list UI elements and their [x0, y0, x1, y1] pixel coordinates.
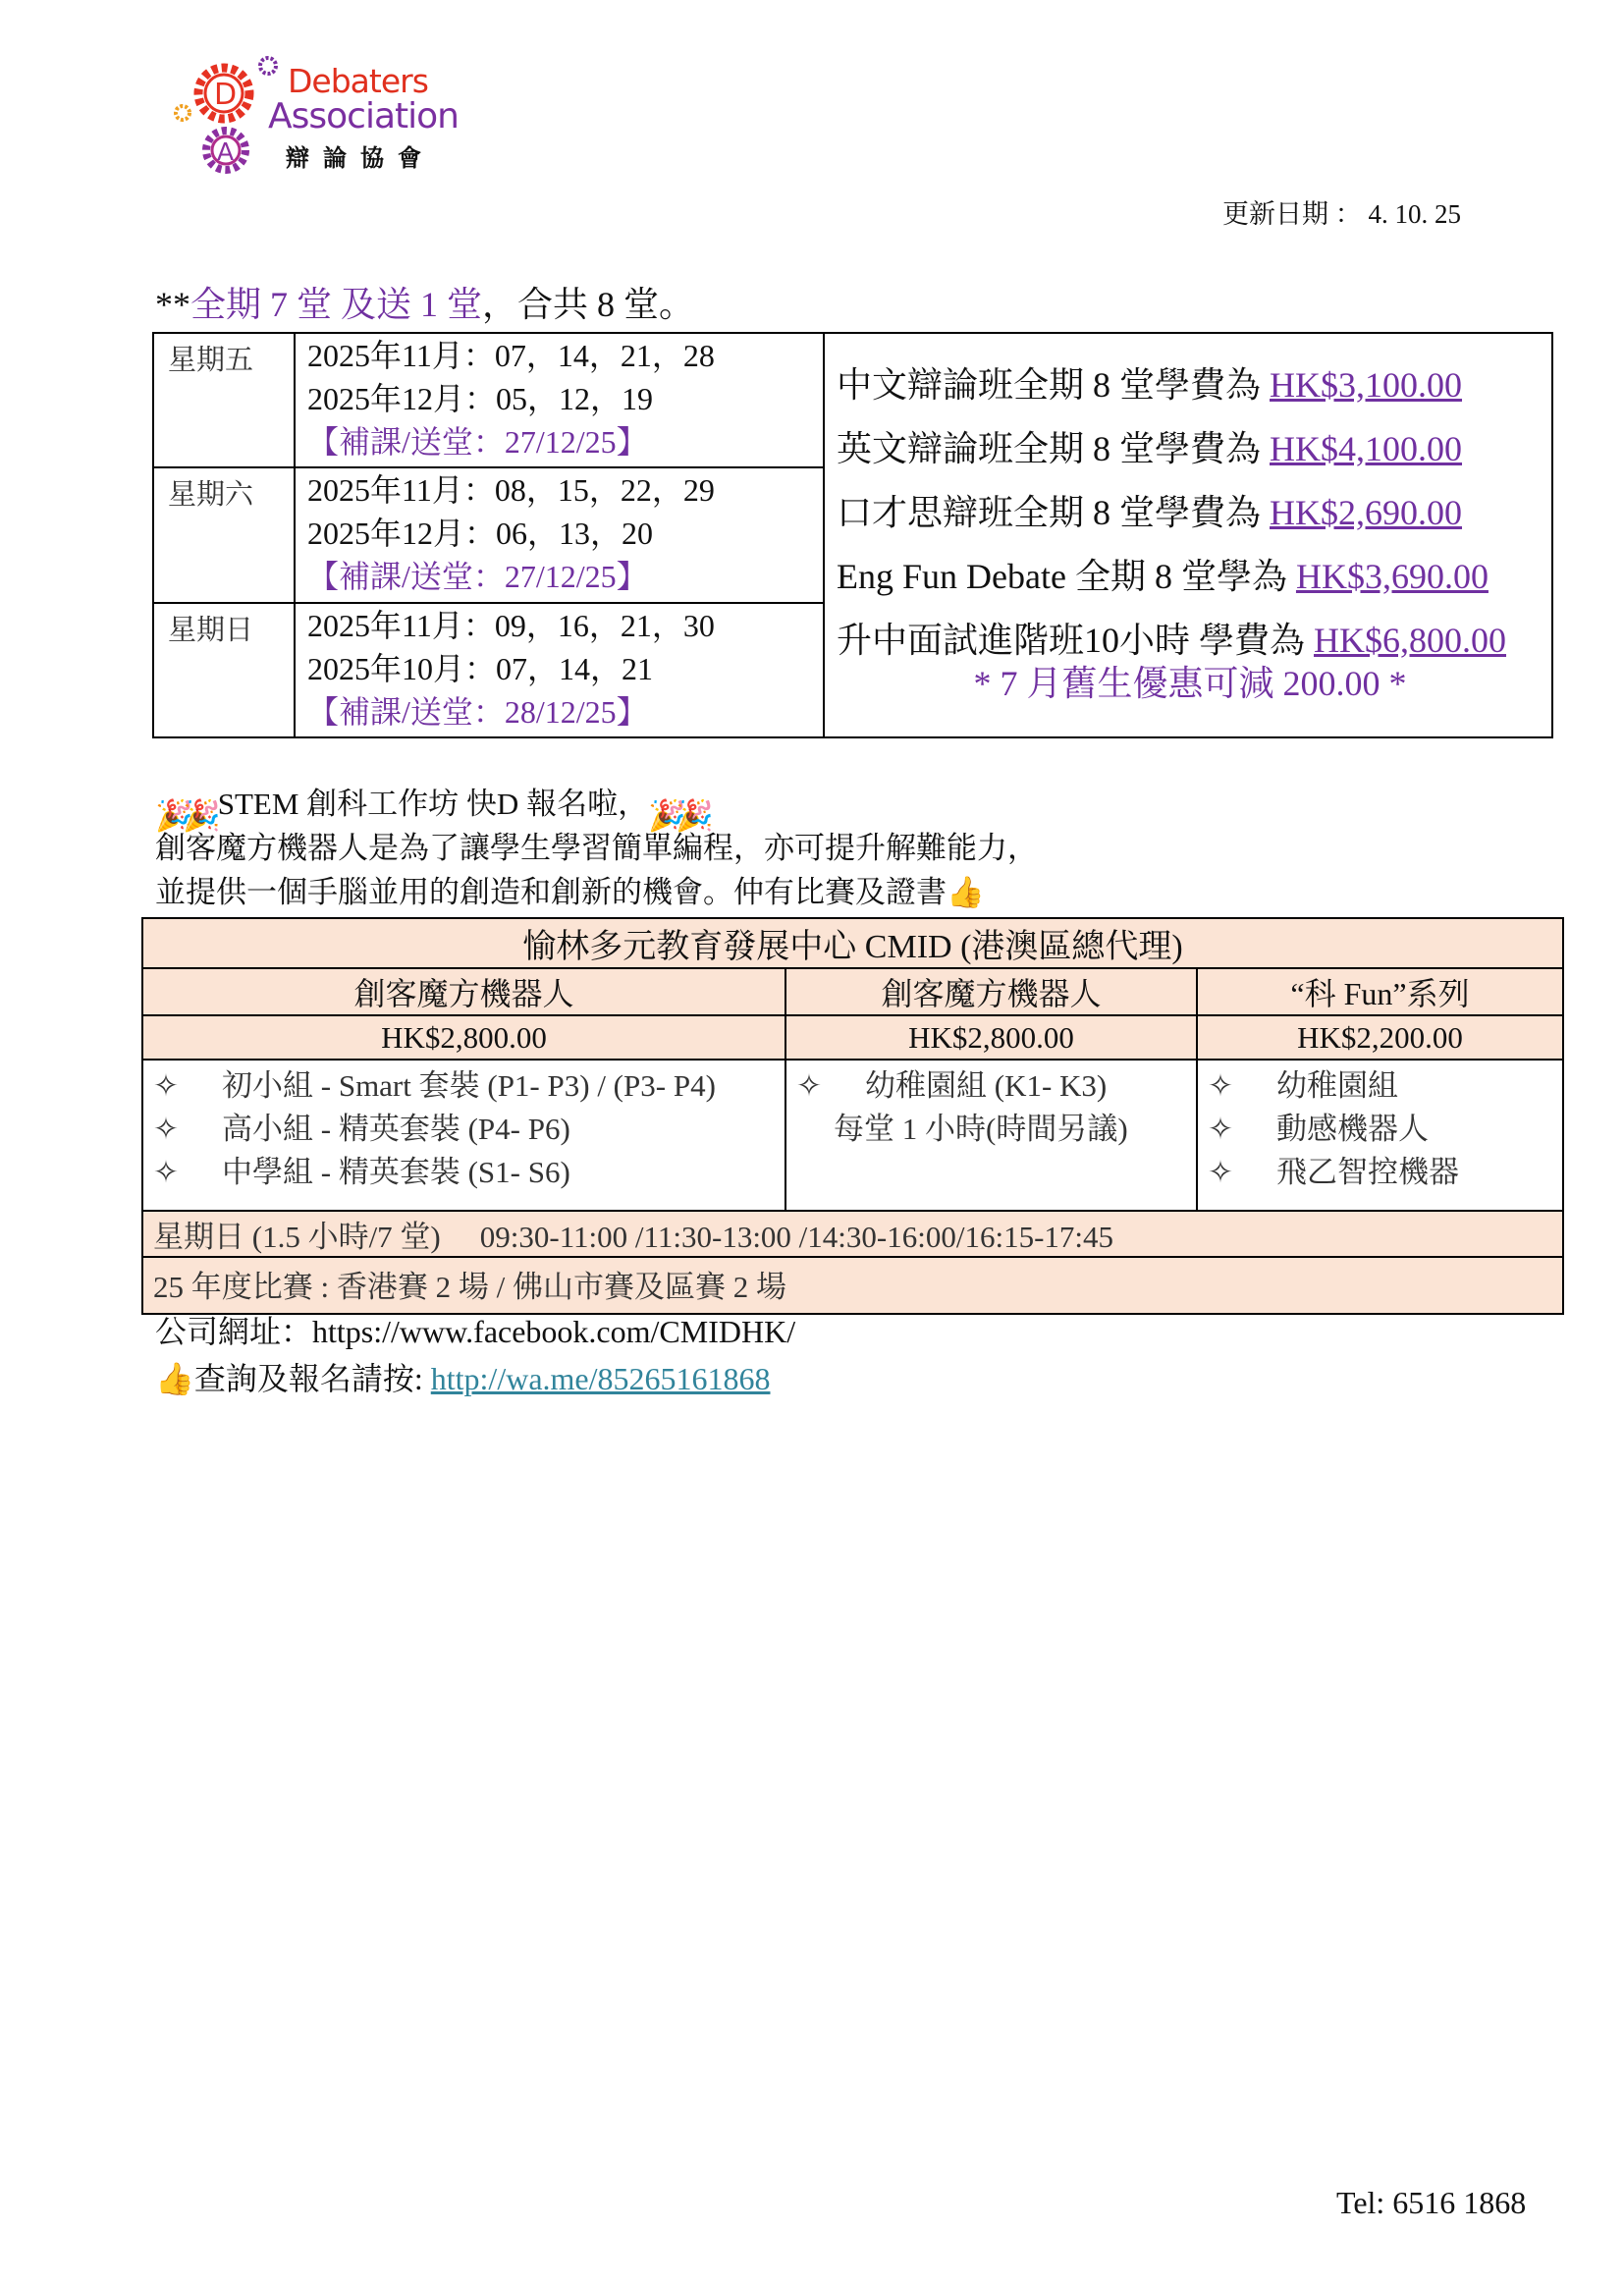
list-item [1208, 1151, 1552, 1194]
stem-line-1: 創客魔方機器人是為了讓學生學習簡單編程，亦可提升解難能力， [155, 831, 1038, 865]
stem-line-2 [155, 870, 1038, 914]
thumbs-up-icon: 👍 [155, 1361, 194, 1396]
cmid-competition: 25 年度比賽 : 香港賽 2 場 / 佛山市賽及區賽 2 場 [142, 1257, 1563, 1314]
telephone: Tel: 6516 1868 [1336, 2185, 1527, 2220]
item-text: 初小組 - Smart 套裝 (P1- P3) / (P3- P4) [222, 1068, 716, 1103]
whatsapp-link[interactable]: http://wa.me/85265161868 [430, 1361, 771, 1396]
update-date: 更新日期 ： 4. 10. 25 [1222, 199, 1461, 229]
list-item [153, 1064, 775, 1108]
svg-text:D: D [214, 78, 238, 112]
dates-cell [295, 333, 824, 467]
stem-headline [155, 782, 1038, 833]
fee-line [837, 417, 1543, 481]
column-items [142, 1060, 785, 1211]
list-item [1208, 1064, 1552, 1108]
item-text: 飛乙智控機器 [1276, 1155, 1459, 1189]
fee-price-link[interactable]: HK$4,100.00 [1270, 429, 1463, 468]
dates-line: 2025年12月：06，13，20 [307, 516, 654, 552]
list-item [796, 1064, 1186, 1108]
column-header: “科 Fun”系列 [1197, 968, 1563, 1015]
party-popper-icon: 🎉 [648, 797, 686, 833]
schedule-row [153, 333, 1552, 467]
fee-label: 升中面試進階班10小時 學費為 [837, 621, 1315, 660]
line-text: 並提供一個手腦並用的創造和創新的機會。仲有比賽及證書 [155, 875, 947, 909]
schedule-label: 星期日 (1.5 小時/7 堂) [153, 1220, 441, 1254]
cmid-schedule [142, 1211, 1563, 1257]
list-item [153, 1151, 775, 1194]
dates-cell [295, 467, 824, 602]
diamond-bullet-icon: ✧ [153, 1068, 179, 1103]
dates-line: 2025年11月：09，16，21，30 [307, 607, 715, 643]
fee-line [837, 481, 1543, 545]
dates-line: 2025年10月：07，14，21 [307, 650, 654, 686]
makeup-date: 【補課/送堂：27/12/25】 [307, 559, 648, 595]
column-items [1197, 1060, 1563, 1211]
item-text: 幼稚園組 [1276, 1068, 1398, 1103]
list-item [1208, 1108, 1552, 1151]
fee-line [837, 545, 1543, 609]
fee-label: 中文辯論班全期 8 堂學費為 [837, 365, 1271, 405]
item-text: 幼稚園組 (K1- K3) [865, 1068, 1108, 1103]
day-cell: 星期五 [153, 333, 295, 467]
course-heading [155, 277, 694, 327]
fee-price-link[interactable]: HK$3,690.00 [1295, 557, 1489, 596]
makeup-date: 【補課/送堂：28/12/25】 [307, 693, 648, 730]
heading-suffix: ，合共 8 堂。 [482, 285, 695, 324]
makeup-date: 【補課/送堂：27/12/25】 [307, 424, 648, 460]
dates-line: 2025年11月：08，15，22，29 [307, 472, 715, 509]
column-header: 創客魔方機器人 [785, 968, 1197, 1015]
fee-label: 口才思辯班全期 8 堂學費為 [837, 493, 1271, 532]
column-price: HK$2,800.00 [785, 1015, 1197, 1060]
logo [170, 52, 484, 180]
day-cell: 星期日 [153, 603, 295, 737]
dates-cell [295, 603, 824, 737]
logo-name-zh: 辯論協會 [286, 144, 435, 172]
diamond-bullet-icon: ✧ [796, 1068, 822, 1103]
svg-text:A: A [217, 137, 235, 166]
footer-contact [155, 1308, 795, 1402]
logo-name-en-2: Association [268, 96, 459, 136]
fee-price-link[interactable]: HK$2,690.00 [1270, 493, 1463, 532]
thumbs-up-icon: 👍 [947, 875, 985, 909]
schedule-fee-table [152, 332, 1553, 738]
item-text: 高小組 - 精英套裝 (P4- P6) [222, 1112, 570, 1146]
party-popper-icon: 🎉 [155, 797, 193, 833]
heading-highlight: 全期 7 堂 及送 1 堂 [190, 285, 483, 324]
column-price: HK$2,200.00 [1197, 1015, 1563, 1060]
diamond-bullet-icon: ✧ [1208, 1112, 1233, 1146]
column-items [785, 1060, 1197, 1211]
stem-intro [155, 782, 1038, 914]
fee-label: Eng Fun Debate 全期 8 堂學為 [837, 557, 1296, 596]
list-item [153, 1108, 775, 1151]
enquiry-label: 查詢及報名請按: [193, 1361, 431, 1396]
column-note: 每堂 1 小時(時間另議) [834, 1112, 1128, 1146]
diamond-bullet-icon: ✧ [1208, 1068, 1233, 1103]
heading-prefix: ** [155, 285, 190, 324]
cmid-table [141, 917, 1564, 1315]
schedule-times: 09:30-11:00 /11:30-13:00 /14:30-16:00/16:15-17:45 [479, 1220, 1113, 1254]
enquiry-line [155, 1355, 795, 1402]
item-text: 動感機器人 [1276, 1112, 1429, 1146]
column-price: HK$2,800.00 [142, 1015, 785, 1060]
item-text: 中學組 - 精英套裝 (S1- S6) [222, 1155, 570, 1189]
fee-price-link[interactable]: HK$6,800.00 [1314, 621, 1507, 660]
diamond-bullet-icon: ✧ [153, 1155, 179, 1189]
website-line: 公司網址：https://www.facebook.com/CMIDHK/ [155, 1314, 796, 1349]
party-popper-icon: 🎉 [676, 797, 714, 833]
promo-text: * 7 月舊生優惠可減 200.00 * [973, 664, 1407, 703]
headline-text: STEM 創科工作坊 快D 報名啦， [210, 787, 649, 821]
dates-line: 2025年11月：07，14，21，28 [307, 338, 715, 373]
day-cell: 星期六 [153, 467, 295, 602]
party-popper-icon: 🎉 [183, 797, 221, 833]
fee-price-link[interactable]: HK$3,100.00 [1270, 365, 1463, 405]
fee-label: 英文辯論班全期 8 堂學費為 [837, 429, 1271, 468]
dates-line: 2025年12月：05，12，19 [307, 381, 654, 416]
fees-cell [824, 333, 1552, 737]
logo-name-en-1: Debaters [288, 62, 428, 100]
fee-line [837, 354, 1543, 417]
column-header: 創客魔方機器人 [142, 968, 785, 1015]
diamond-bullet-icon: ✧ [153, 1112, 179, 1146]
fee-line [837, 619, 1543, 662]
diamond-bullet-icon: ✧ [1208, 1155, 1233, 1189]
cmid-title: 愉林多元教育發展中心 CMID (港澳區總代理) [142, 918, 1563, 968]
